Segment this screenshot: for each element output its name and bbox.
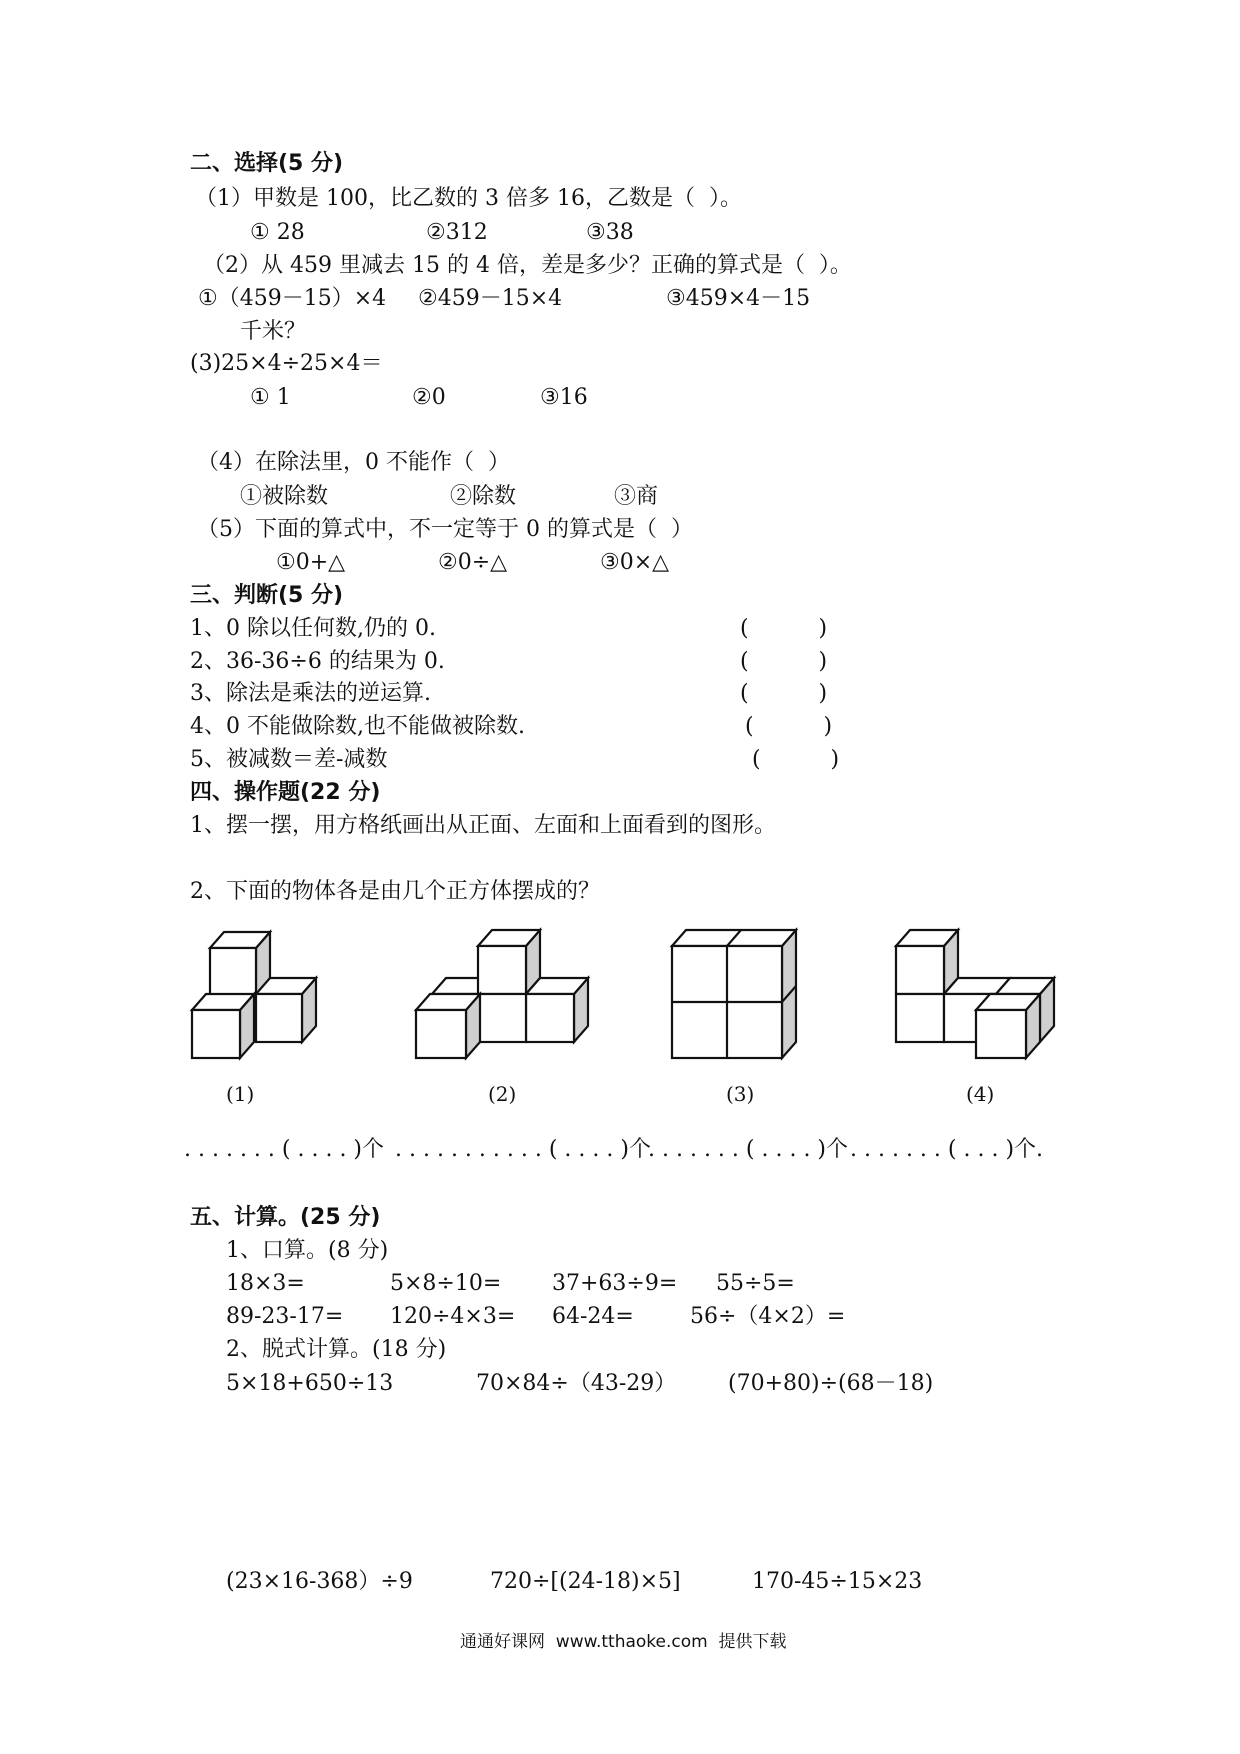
- question-2-option-a: ①（459－15）×4: [198, 286, 387, 311]
- step-calc-item-2: 70×84÷（43-29）: [476, 1371, 677, 1396]
- question-5: （5）下面的算式中，不一定等于 0 的算式是（ ）: [197, 517, 693, 542]
- figure-caption-3: (3): [726, 1082, 755, 1106]
- question-5-option-c: ③0×△: [600, 550, 670, 575]
- question-1-option-b: ②312: [426, 220, 488, 245]
- judge-answer-bracket-3[interactable]: ( ): [740, 681, 828, 706]
- section-3-heading: 三、判断(5 分): [190, 583, 344, 608]
- question-3-option-c: ③16: [540, 385, 588, 410]
- judge-answer-bracket-5[interactable]: ( ): [752, 747, 840, 772]
- figure-caption-4: (4): [966, 1082, 995, 1106]
- question-4-option-a: ①被除数: [240, 484, 329, 509]
- cube-count-answer-4[interactable]: . . . . . . . ( . . . )个.: [850, 1137, 1044, 1162]
- judge-item-4: 4、0 不能做除数,也不能做被除数.: [190, 714, 525, 739]
- judge-item-3: 3、除法是乘法的逆运算.: [190, 681, 431, 706]
- judge-item-2: 2、36-36÷6 的结果为 0.: [190, 649, 445, 674]
- question-1-option-a: ① 28: [250, 220, 305, 245]
- cube-count-answer-2[interactable]: . . . . . . . . . . . ( . . . . )个: [395, 1137, 651, 1162]
- question-4-option-b: ②除数: [450, 484, 517, 509]
- operation-question-2: 2、下面的物体各是由几个正方体摆成的？: [190, 879, 600, 904]
- figure-caption-2: (2): [488, 1082, 517, 1106]
- section-4-heading: 四、操作题(22 分): [190, 780, 381, 805]
- judge-answer-bracket-1[interactable]: ( ): [740, 616, 828, 641]
- question-1: （1）甲数是 100，比乙数的 3 倍多 16，乙数是（ ）。: [195, 186, 742, 211]
- oral-calc-item-1: 18×3=: [226, 1271, 305, 1296]
- oral-calc-item-8: 56÷（4×2）=: [690, 1304, 846, 1329]
- oral-calc-item-3: 37+63÷9=: [552, 1271, 678, 1296]
- question-2-option-b: ②459－15×4: [418, 286, 563, 311]
- oral-calc-item-7: 64-24=: [552, 1304, 634, 1329]
- footer-source: 通通好课网 www.tthaoke.com 提供下载: [460, 1632, 787, 1652]
- step-calc-item-5: 720÷[(24-18)×5]: [490, 1569, 681, 1594]
- step-calc-item-6: 170-45÷15×23: [752, 1569, 923, 1594]
- question-4: （4）在除法里，0 不能作（ ）: [197, 450, 510, 475]
- judge-item-1: 1、0 除以任何数,仍的 0.: [190, 616, 436, 641]
- cube-count-answer-1[interactable]: . . . . . . . ( . . . . )个: [184, 1137, 385, 1162]
- judge-answer-bracket-4[interactable]: ( ): [745, 714, 833, 739]
- judge-answer-bracket-2[interactable]: ( ): [740, 649, 828, 674]
- judge-item-5: 5、被减数＝差-减数: [190, 747, 388, 772]
- question-3: (3)25×4÷25×4＝: [190, 351, 383, 376]
- question-1-option-c: ③38: [586, 220, 634, 245]
- oral-calc-item-4: 55÷5=: [716, 1271, 795, 1296]
- step-calc-item-1: 5×18+650÷13: [226, 1371, 394, 1396]
- figure-caption-1: (1): [226, 1082, 255, 1106]
- cube-count-answer-3[interactable]: . . . . . . . ( . . . . )个: [648, 1137, 849, 1162]
- section-2-heading: 二、选择(5 分): [190, 151, 344, 176]
- oral-calc-item-6: 120÷4×3=: [390, 1304, 516, 1329]
- oral-calc-title: 1、口算。(8 分): [226, 1238, 389, 1263]
- step-calc-item-3: (70+80)÷(68－18): [728, 1371, 934, 1396]
- question-2-option-c: ③459×4－15: [666, 286, 811, 311]
- oral-calc-item-5: 89-23-17=: [226, 1304, 344, 1329]
- question-3-option-a: ① 1: [250, 385, 291, 410]
- question-3-option-b: ②0: [412, 385, 446, 410]
- question-2: （2）从 459 里减去 15 的 4 倍，差是多少？正确的算式是（ ）。: [203, 253, 852, 278]
- question-4-option-c: ③商: [614, 484, 659, 509]
- section-5-heading: 五、计算。(25 分): [190, 1205, 381, 1230]
- question-2-extra: 千米？: [240, 319, 307, 344]
- operation-question-1: 1、摆一摆，用方格纸画出从正面、左面和上面看到的图形。: [190, 813, 776, 838]
- question-5-option-b: ②0÷△: [438, 550, 508, 575]
- oral-calc-item-2: 5×8÷10=: [390, 1271, 502, 1296]
- question-5-option-a: ①0+△: [276, 550, 346, 575]
- step-calc-item-4: (23×16-368）÷9: [226, 1569, 413, 1594]
- step-calc-title: 2、脱式计算。(18 分): [226, 1337, 447, 1362]
